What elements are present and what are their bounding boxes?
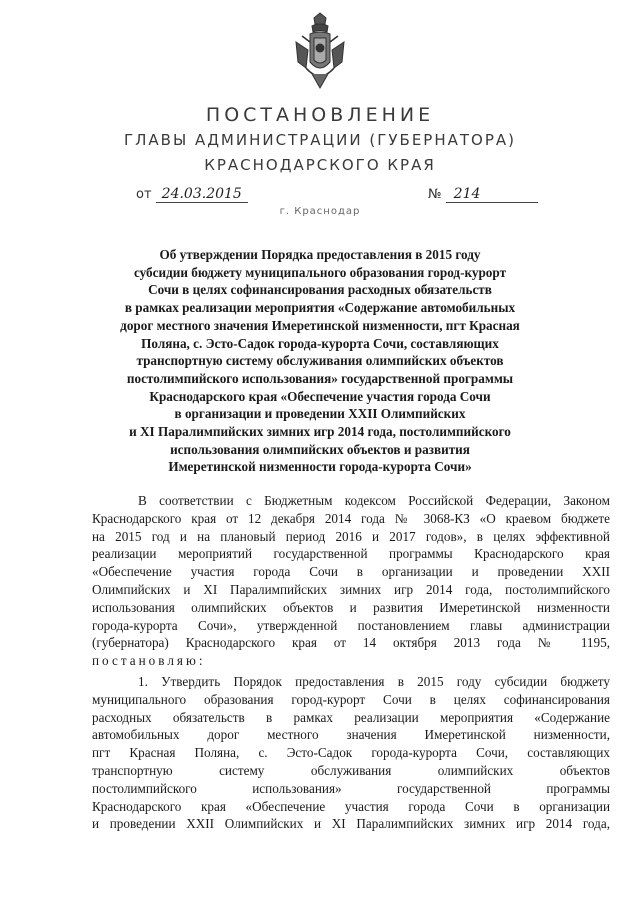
body-line: автомобильных дорог местного значения Имеретинской низменности,: [92, 727, 610, 743]
number-prefix: №: [428, 187, 442, 202]
body-line: Олимпийских и XI Паралимпийских зимних игр 2014 года, постолимпийского: [92, 581, 610, 597]
body-line: Краснодарского края «Обеспечение участия города Сочи в организации: [92, 798, 610, 814]
item-1-paragraph: [92, 673, 610, 833]
body-line: пгт Красная Поляна, с. Эсто-Садок города-курорта Сочи, составляющих: [92, 745, 610, 761]
city-label: г. Краснодар: [279, 206, 361, 217]
date-line: [136, 186, 248, 203]
title-line: Краснодарского края «Обеспечение участия города Сочи: [149, 388, 491, 404]
body-line: 1. Утвердить Порядок предоставления в 2015 году субсидии бюджету: [138, 674, 610, 689]
number-line: [428, 186, 538, 203]
title-line: и XI Паралимпийских зимних игр 2014 года, постолимпийского: [129, 424, 511, 440]
title-line: субсидии бюджету муниципального образования город-курорт: [133, 264, 507, 280]
date-value: 24.03.2015: [156, 186, 248, 203]
title-line: Сочи в целях софинансирования расходных обязательств: [148, 282, 492, 298]
number-value: 214: [446, 186, 538, 203]
resolution-title: [60, 246, 580, 476]
title-line: Имеретинской низменности города-курорта Сочи»: [168, 459, 472, 475]
date-prefix: от: [136, 187, 152, 202]
title-line: в рамках реализации мероприятия «Содержание автомобильных: [124, 300, 516, 316]
title-line: дорог местного значения Имеретинской низменности, пгт Красная: [120, 317, 520, 333]
body-line: (губернатора) Краснодарского края от 14 октября 2013 года № 1195,: [92, 635, 610, 651]
body-line: транспортную систему обслуживания олимпийских объектов: [92, 762, 610, 778]
krasnodar-coat-of-arms-icon: [292, 12, 348, 92]
title-line: в организации и проведении XXII Олимпийских: [174, 406, 466, 422]
body-line: реализации мероприятий государственной программы Краснодарского края: [92, 546, 610, 562]
body-line: расходных обязательств в рамках реализации мероприятия «Содержание: [92, 709, 610, 725]
body-line: В соответствии с Бюджетным кодексом Российской Федерации, Законом: [138, 493, 610, 508]
title-line: использования олимпийских объектов и развития: [170, 441, 470, 457]
body-line: на 2015 год и на плановый период 2016 и 2017 годов», в целях эффективной: [92, 528, 610, 544]
resolve-word: постановляю:: [92, 653, 206, 669]
body-line: «Обеспечение участия города Сочи в организации и проведении XXII: [92, 564, 610, 580]
title-line: транспортную систему обслуживания олимпийских объектов: [136, 353, 504, 369]
body-line: использования олимпийских объектов и развития Имеретинской низменности: [92, 599, 610, 615]
authority-heading: ГЛАВЫ АДМИНИСТРАЦИИ (ГУБЕРНАТОРА): [123, 131, 517, 149]
body-line: Краснодарского края от 12 декабря 2014 года № 3068-КЗ «О краевом бюджете: [92, 510, 610, 526]
body-line: постолимпийского использования» государственной программы: [92, 780, 610, 796]
title-line: постолимпийского использования» государственной программы: [126, 370, 514, 386]
title-line: Об утверждении Порядка предоставления в 2015 году: [159, 247, 481, 262]
body-line: и проведении XXII Олимпийских и XI Паралимпийских зимних игр 2014 года,: [92, 816, 610, 832]
preamble-paragraph: [92, 492, 610, 670]
region-heading: КРАСНОДАРСКОГО КРАЯ: [204, 156, 436, 174]
title-line: Поляна, с. Эсто-Садок города-курорта Сочи, составляющих: [141, 335, 499, 351]
body-line: муниципального образования город-курорт Сочи в целях софинансирования: [92, 691, 610, 707]
doc-type-heading: ПОСТАНОВЛЕНИЕ: [205, 104, 435, 126]
body-line: города-курорта Сочи», утвержденной постановлением главы администрации: [92, 617, 610, 633]
